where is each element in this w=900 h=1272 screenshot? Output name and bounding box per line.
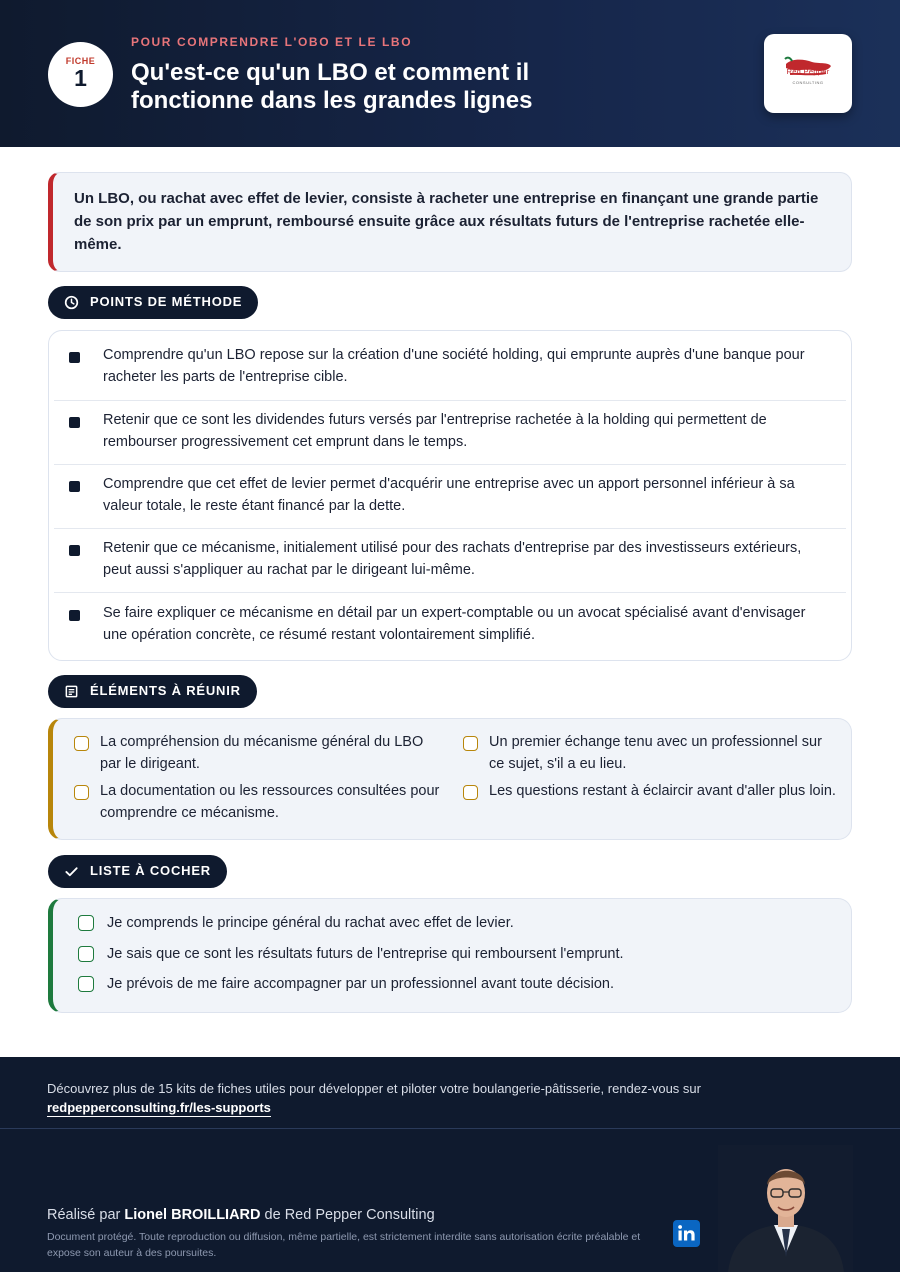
header-kicker: POUR COMPRENDRE L'OBO ET LE LBO xyxy=(131,35,413,49)
check-icon xyxy=(64,864,79,879)
bullet-icon xyxy=(69,352,80,363)
linkedin-icon[interactable] xyxy=(673,1220,700,1247)
logo-subtext: CONSULTING xyxy=(792,80,824,85)
logo-text: Red Pepper xyxy=(786,67,830,76)
section-title-cocher xyxy=(48,855,227,888)
list-item xyxy=(54,592,846,656)
checkbox[interactable] xyxy=(463,785,478,800)
list-item xyxy=(54,400,846,464)
checkbox[interactable] xyxy=(78,915,94,931)
legal-notice: Document protégé. Toute reproduction ou diffusion, même partielle, est strictement interdite sans autorisation écrite préalable et expose son auteur à des poursuites. xyxy=(47,1231,641,1259)
document-icon xyxy=(64,684,79,699)
methode-list xyxy=(48,330,852,661)
checklist-item-text: Je sais que ce sont les résultats futurs de l'entreprise qui remboursent l'emprunt. xyxy=(107,946,624,962)
clock-icon xyxy=(64,295,79,310)
section-title-cocher-label: LISTE À COCHER xyxy=(90,863,211,878)
footer-divider xyxy=(0,1128,900,1129)
fiche-label: FICHE xyxy=(65,56,96,66)
list-item-text: Comprendre que cet effet de levier permet d'acquérir une entreprise avec un apport personnel inférieur à sa valeur totale, le reste étant financé par la dette. xyxy=(103,476,795,514)
checklist-item-text: Je comprends le principe général du rachat avec effet de levier. xyxy=(107,915,514,931)
author-portrait xyxy=(718,1145,853,1272)
fiche-badge xyxy=(48,42,113,107)
list-item xyxy=(54,528,846,592)
checkbox[interactable] xyxy=(78,976,94,992)
section-title-methode-label: POINTS DE MÉTHODE xyxy=(90,294,243,309)
list-item-text: Comprendre qu'un LBO repose sur la création d'une société holding, qui emprunte auprès d'une banque pour racheter les parts de l'entreprise cible. xyxy=(103,347,805,385)
checklist-item-text: Un premier échange tenu avec un professionnel sur ce sujet, s'il a eu lieu. xyxy=(489,734,822,772)
checkbox[interactable] xyxy=(74,785,89,800)
footer-credit xyxy=(47,1207,435,1223)
credit-suffix: de Red Pepper Consulting xyxy=(264,1207,435,1223)
checklist-item-text: La compréhension du mécanisme général du LBO par le dirigeant. xyxy=(100,734,424,772)
list-item-text: Retenir que ce sont les dividendes futurs versés par l'entreprise rachetée à la holding qui permettent de rembourser progressivement cet emprunt dans le temps. xyxy=(103,412,767,450)
page-title: Qu'est-ce qu'un LBO et comment il fonctionne dans les grandes lignes xyxy=(131,59,533,114)
bullet-icon xyxy=(69,481,80,492)
list-item-text: Se faire expliquer ce mécanisme en détail par un expert-comptable ou un avocat spécialisé avant d'envisager une opération concrète, ce résumé restant volontairement simplifié. xyxy=(103,605,806,643)
intro-text: Un LBO, ou rachat avec effet de levier, consiste à racheter une entreprise en finançant une grande partie de son prix par un emprunt, remboursé ensuite grâce aux résultats futurs de l'entreprise rachetée elle-même. xyxy=(74,190,819,253)
checklist-item-text: Les questions restant à éclaircir avant d'aller plus loin. xyxy=(489,783,836,799)
credit-prefix: Réalisé par xyxy=(47,1207,121,1223)
bullet-icon xyxy=(69,417,80,428)
checklist-item-text: Je prévois de me faire accompagner par un professionnel avant toute décision. xyxy=(107,976,614,992)
reunir-list xyxy=(48,718,852,840)
bullet-icon xyxy=(69,545,80,556)
author-name: Lionel BROILLIARD xyxy=(124,1207,261,1223)
section-title-methode xyxy=(48,286,258,319)
page-footer xyxy=(0,1057,900,1272)
checklist-item-text: La documentation ou les ressources consultées pour comprendre ce mécanisme. xyxy=(100,783,440,821)
section-title-reunir-label: ÉLÉMENTS À RÉUNIR xyxy=(90,683,241,698)
logo xyxy=(764,34,852,113)
checkbox[interactable] xyxy=(74,736,89,751)
fiche-number: 1 xyxy=(74,65,87,91)
list-item xyxy=(54,464,846,528)
bullet-icon xyxy=(69,610,80,621)
footer-promo: Découvrez plus de 15 kits de fiches utiles pour développer et piloter votre boulangerie-pâtisserie, rendez-vous sur xyxy=(47,1081,701,1096)
checkbox[interactable] xyxy=(78,946,94,962)
checkbox[interactable] xyxy=(463,736,478,751)
list-item-text: Retenir que ce mécanisme, initialement utilisé pour des rachats d'entreprise par des investisseurs extérieurs, peut aussi s'appliquer au rachat par le dirigeant lui-même. xyxy=(103,540,802,578)
page-header xyxy=(0,0,900,147)
list-item xyxy=(54,336,846,400)
intro-callout xyxy=(48,172,852,272)
footer-link[interactable]: redpepperconsulting.fr/les-supports xyxy=(47,1100,271,1115)
section-title-reunir xyxy=(48,675,257,708)
cocher-list xyxy=(48,898,852,1013)
